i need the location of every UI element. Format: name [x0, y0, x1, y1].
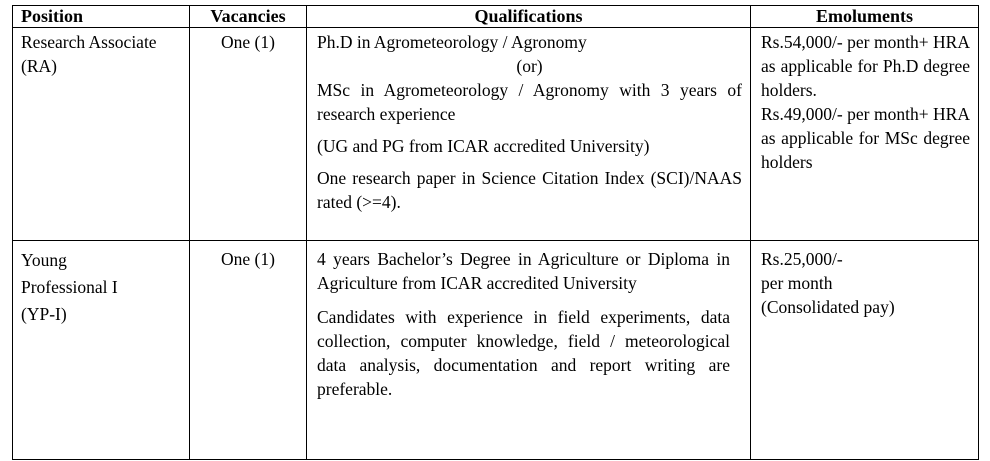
emolument-phd: Rs.54,000/- per month+ HRA as applicable for Ph.D degree holders.	[761, 32, 970, 100]
position-cell	[13, 28, 190, 241]
header-vacancies: Vacancies	[190, 6, 307, 28]
vacancies-cell: One (1)	[190, 28, 307, 241]
emolument-period: per month	[761, 273, 833, 293]
qualification-bachelor: 4 years Bachelor’s Degree in Agriculture or Diploma in Agriculture from ICAR accredited University	[317, 249, 730, 293]
qualifications-cell	[307, 241, 751, 460]
table-header-row	[13, 6, 979, 28]
emolument-note: (Consolidated pay)	[761, 297, 895, 317]
position-name: Young Professional I (YP-I)	[21, 250, 118, 324]
vacancy-table	[12, 5, 979, 460]
position-cell	[13, 241, 190, 460]
emoluments-cell	[751, 28, 979, 241]
vacancies-cell: One (1)	[190, 241, 307, 460]
qualification-msc: MSc in Agrometeorology / Agronomy with 3 years of research experience	[317, 80, 742, 124]
emolument-msc: Rs.49,000/- per month+ HRA as applicable for MSc degree holders	[761, 104, 970, 172]
emoluments-cell	[751, 241, 979, 460]
qualification-phd: Ph.D in Agrometeorology / Agronomy	[317, 32, 587, 52]
table-row	[13, 241, 979, 460]
position-name: Research Associate (RA)	[21, 32, 157, 76]
header-qualifications: Qualifications	[307, 6, 751, 28]
header-position: Position	[13, 6, 190, 28]
qualification-research-paper: One research paper in Science Citation Index (SCI)/NAAS rated (>=4).	[317, 168, 742, 212]
qualification-or: (or)	[516, 56, 543, 76]
emolument-amount: Rs.25,000/-	[761, 249, 843, 269]
qualification-experience: Candidates with experience in field experiments, data collection, computer knowledge, field / meteorological data analysis, documentation and report writing are preferable.	[317, 307, 730, 399]
table-row	[13, 28, 979, 241]
header-emoluments: Emoluments	[751, 6, 979, 28]
qualification-ug-pg: (UG and PG from ICAR accredited University)	[317, 136, 650, 156]
qualifications-cell	[307, 28, 751, 241]
